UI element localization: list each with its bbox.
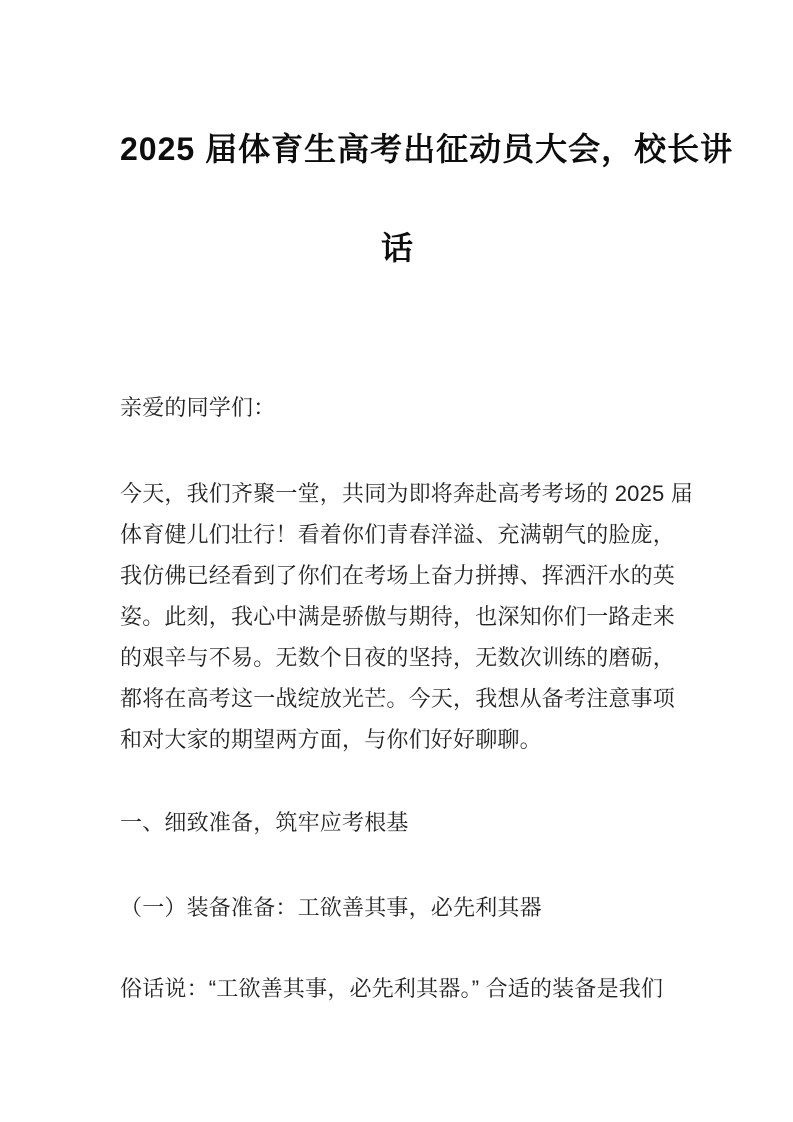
text-line: 姿。此刻，我心中满是骄傲与期待，也深知你们一路走来	[120, 604, 676, 629]
text-line: 体育健儿们壮行！看着你们青春洋溢、充满朝气的脸庞，	[120, 522, 676, 547]
document-title	[120, 100, 734, 298]
text-line: 我仿佛已经看到了你们在考场上奋力拼搏、挥洒汗水的英	[120, 563, 676, 588]
title-line-1: 2025 届体育生高考出征动员大会，校长讲	[120, 131, 734, 167]
text-line: 都将在高考这一战绽放光芒。今天，我想从备考注意事项	[120, 686, 676, 711]
text-line: 和对大家的期望两方面，与你们好好聊聊。	[120, 727, 542, 752]
text-line: 今天，我们齐聚一堂，共同为即将奔赴高考考场的 2025 届	[120, 481, 693, 506]
subsection-heading: （一）装备准备：工欲善其事，必先利其器	[120, 895, 542, 920]
intro-paragraph	[120, 473, 693, 760]
partial-paragraph: 俗话说：“工欲善其事，必先利其器。” 合适的装备是我们	[120, 976, 664, 1001]
salutation: 亲爱的同学们：	[120, 395, 276, 420]
section-heading: 一、细致准备，筑牢应考根基	[120, 810, 409, 835]
title-line-2: 话	[380, 230, 414, 266]
text-line: 的艰辛与不易。无数个日夜的坚持，无数次训练的磨砺，	[120, 645, 676, 670]
